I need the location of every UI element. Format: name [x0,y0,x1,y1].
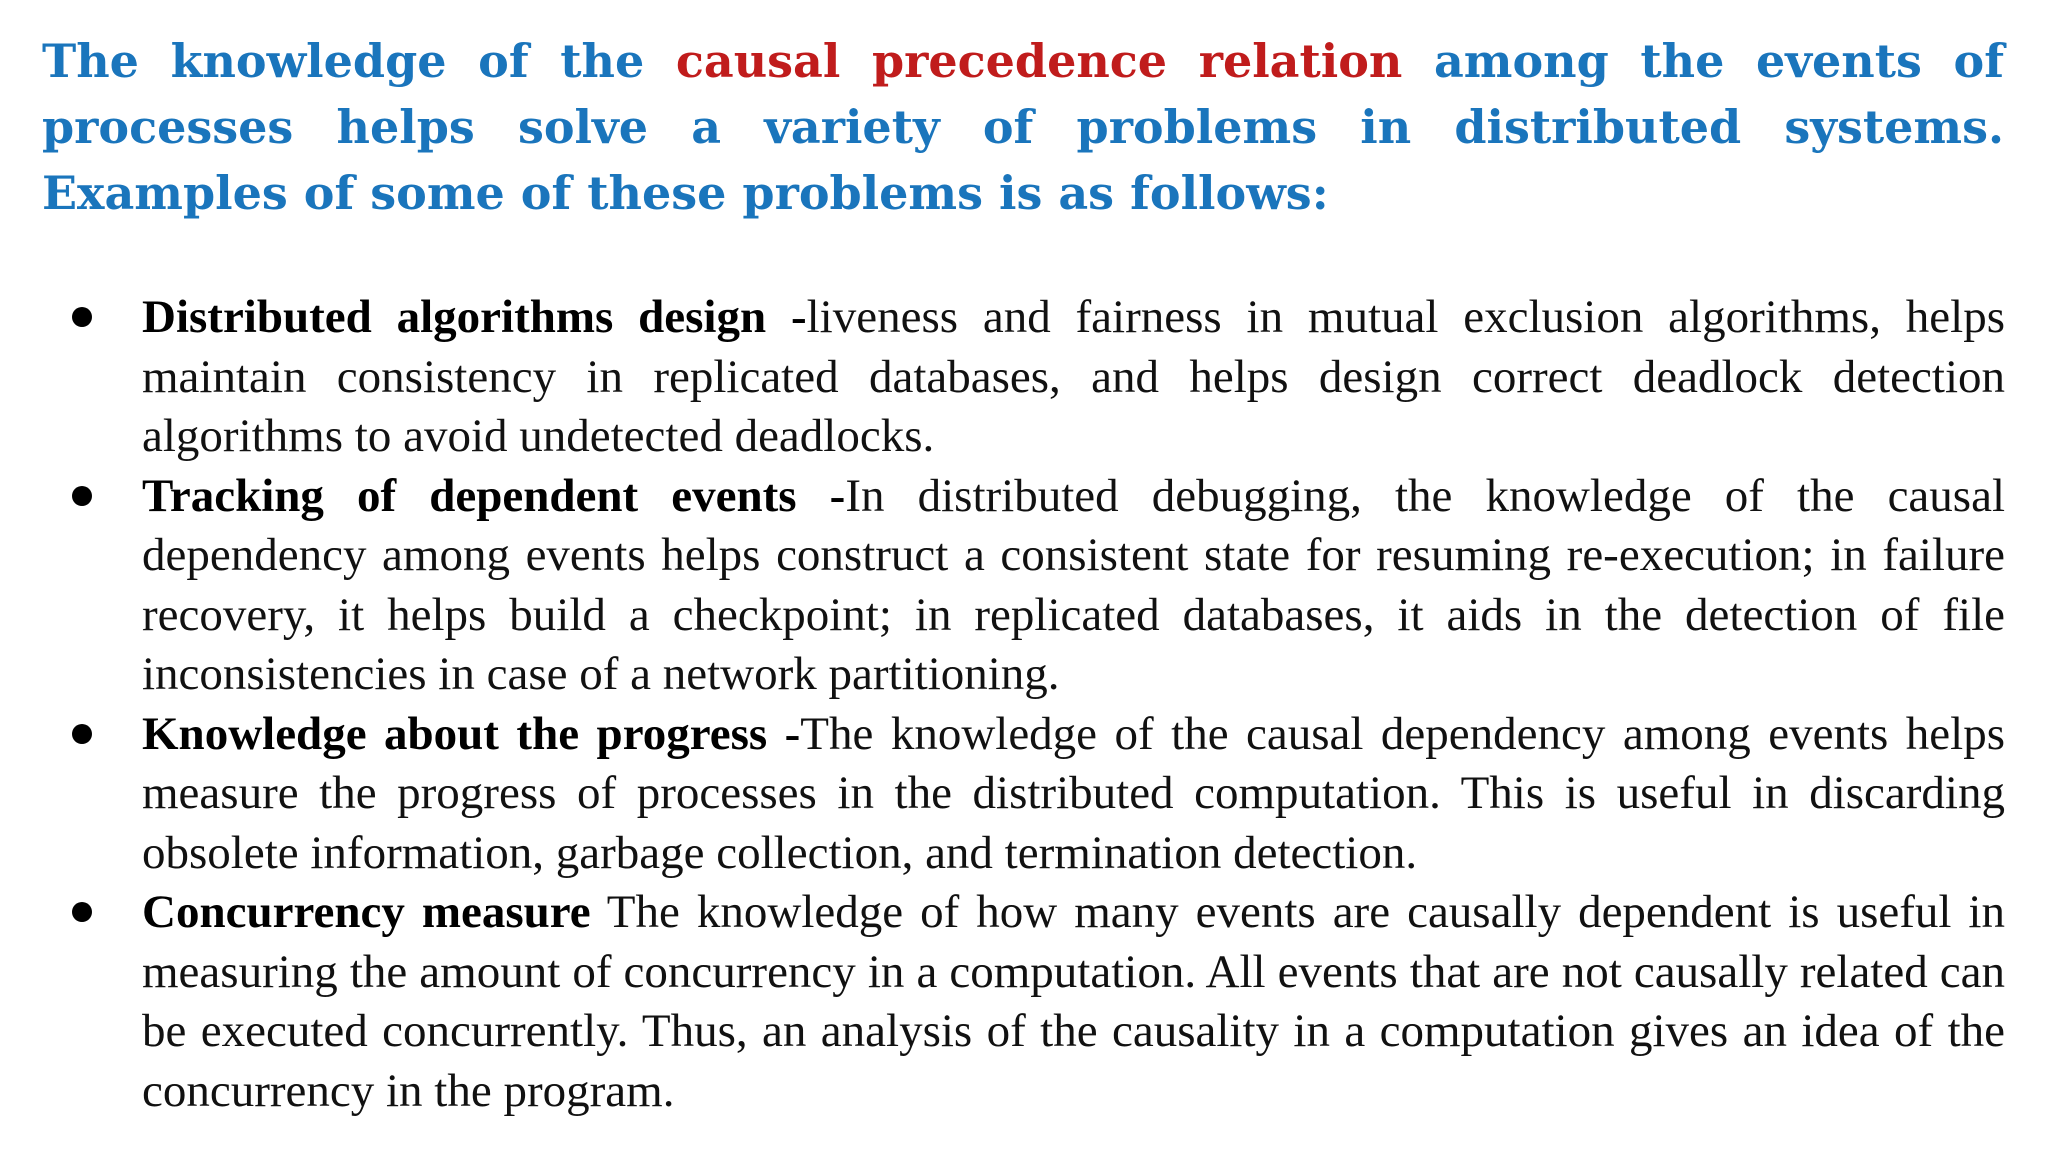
bullet-text: In distributed debugging, the knowledge of the causal dependency among events helps construct a consistent state for resuming re-execution; in failure recovery, it helps build a checkpoint; in replicated databases, it aids in the detection of file inconsistencies in case of a network partitioning. [142,469,2005,700]
problem-list [72,288,2005,1121]
bullet-dot-icon [72,724,92,744]
bullet-term: Knowledge about the progress - [142,707,801,760]
intro-text-start: The knowledge of the [42,34,676,88]
bullet-term: Distributed algorithms design - [142,291,807,343]
bullet-text: The knowledge of how many events are causally dependent is useful in measuring the amount of concurrency in a computation. All events that are not causally related can be executed concurrently. Thus, an analysis of the causality in a computation gives an idea of the concurrency in the program. [142,886,2005,1117]
bullet-dot-icon [72,902,92,922]
list-item-concurrency-measure [72,883,2005,1121]
bullet-text: liveness and fairness in mutual exclusion algorithms, helps maintain consistency in replicated databases, and helps design correct deadlock detection algorithms to avoid undetected deadlocks. [142,291,2006,462]
bullet-dot-icon [72,486,92,506]
bullet-term: Concurrency measure [142,886,591,938]
bullet-term: Tracking of dependent events - [142,469,846,522]
list-item-knowledge-progress [72,705,2005,884]
list-item-tracking-dependent-events [72,467,2005,705]
bullet-dot-icon [72,307,92,327]
bullet-text: The knowledge of the causal dependency among events helps measure the progress of processes in the distributed computation. This is useful in discarding obsolete information, garbage collection, and termination detection. [142,707,2005,879]
intro-paragraph [42,28,2004,226]
list-item-distributed-algorithms-design [72,288,2005,467]
intro-text-end: among the events of processes helps solve a variety of problems in distributed systems. Examples of some of these problems is as follows: [42,34,2004,220]
intro-highlight: causal precedence relation [675,34,1403,88]
